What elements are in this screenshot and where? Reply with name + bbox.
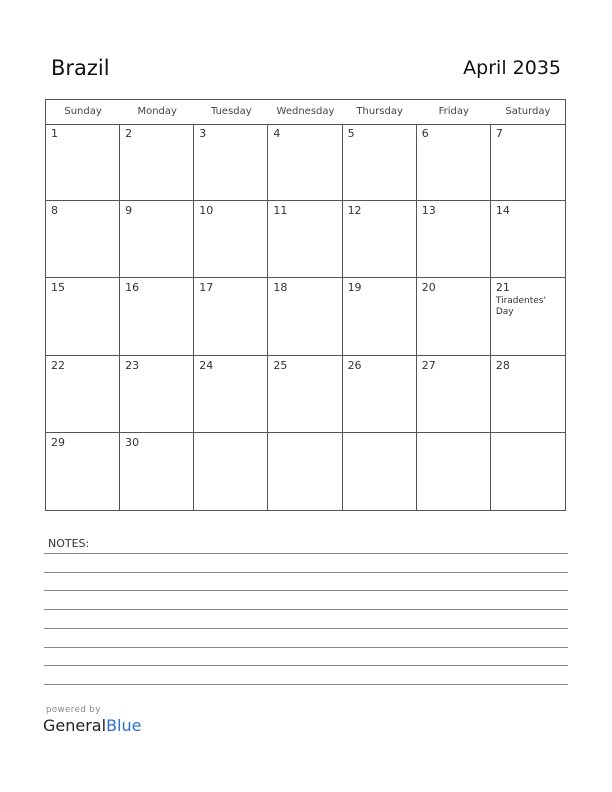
day-cell [417,201,491,278]
notes-line [44,572,568,573]
day-number: 2 [125,127,133,140]
calendar-grid [45,99,566,511]
day-cell [491,356,565,433]
day-number: 7 [495,127,503,140]
brand-general: General [43,716,107,735]
brand-blue: Blue [106,716,142,735]
day-cell [417,124,491,201]
day-cell [491,433,565,510]
day-cell [120,278,194,355]
day-number: 20 [421,281,436,295]
weekday-saturday: Saturday [505,106,551,117]
day-number: 11 [273,204,288,218]
powered-by-text: powered by [46,705,101,715]
month-year-title: April 2035 [463,57,561,79]
day-number: 24 [199,358,214,372]
day-cell [194,356,268,433]
day-cell [268,201,342,278]
day-number: 30 [125,435,140,449]
day-number: 17 [199,281,214,295]
day-cell [46,201,120,278]
day-cell [343,433,417,510]
day-number: 3 [199,127,207,140]
day-cell [268,356,342,433]
day-number: 25 [273,358,288,372]
day-number: 1 [51,127,58,140]
day-number: 22 [51,358,65,372]
weekday-thursday: Thursday [356,106,403,117]
day-cell [268,124,342,201]
day-cell [417,278,491,355]
weekday-monday: Monday [137,106,177,117]
day-cell [194,433,268,510]
day-number: 13 [421,204,436,218]
weekday-header-row [46,100,565,125]
day-grid [46,124,565,510]
weekday-sunday: Sunday [64,106,102,117]
country-title: Brazil [51,56,110,80]
weekday-friday: Friday [438,106,469,117]
day-number: 12 [347,204,362,218]
day-number: 4 [273,127,281,140]
day-number: 9 [125,204,133,218]
day-number: 10 [199,204,214,218]
day-cell [343,356,417,433]
day-number: 19 [347,281,362,295]
notes-line [44,609,568,610]
notes-line [44,590,568,591]
day-number: 8 [51,204,58,218]
notes-label: NOTES: [48,537,90,550]
day-number: 23 [125,358,140,372]
notes-line [44,628,568,629]
day-cell [491,124,565,201]
day-number: 18 [273,281,288,295]
day-cell [46,278,120,355]
day-cell [268,433,342,510]
day-number: 27 [421,358,436,372]
day-number: 14 [495,204,510,218]
notes-line [44,665,568,666]
day-cell [343,124,417,201]
notes-line [44,553,568,554]
day-cell [491,201,565,278]
day-cell [194,124,268,201]
day-cell [46,433,120,510]
day-number: 28 [495,358,510,372]
day-cell [120,356,194,433]
day-number: 5 [347,127,355,140]
notes-line [44,684,568,685]
day-number: 16 [125,281,140,295]
day-cell [194,201,268,278]
day-number: 6 [421,127,429,140]
day-cell [120,201,194,278]
day-cell [46,356,120,433]
day-number: 26 [347,358,362,372]
day-cell [46,124,120,201]
day-cell [194,278,268,355]
day-cell [417,433,491,510]
day-cell [417,356,491,433]
generalblue-logo[interactable] [43,716,141,735]
notes-line [44,647,568,648]
day-number: 15 [51,281,65,295]
holiday-label: Tiradentes' Day [495,296,546,318]
day-cell [491,278,565,355]
day-cell [120,433,194,510]
day-number: 29 [51,435,65,449]
day-cell [268,278,342,355]
weekday-wednesday: Wednesday [276,106,335,117]
weekday-tuesday: Tuesday [211,106,252,117]
day-cell [120,124,194,201]
day-cell [343,278,417,355]
day-cell [343,201,417,278]
day-number: 21 [495,281,510,295]
